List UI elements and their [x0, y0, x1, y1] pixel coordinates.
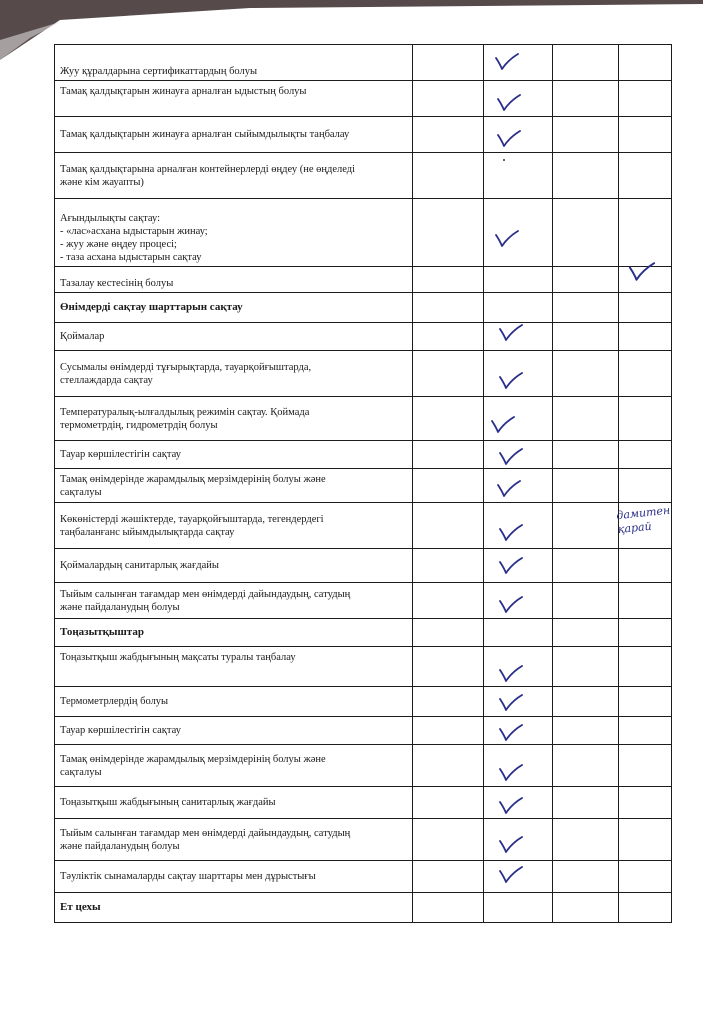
- mark-cell[interactable]: [413, 819, 484, 861]
- requirement-line: Жуу құралдарына сертификаттардың болуы: [60, 66, 258, 77]
- requirement-text: [55, 117, 413, 153]
- mark-cell[interactable]: [619, 819, 672, 861]
- checklist-row: [55, 687, 672, 717]
- requirement-text: [55, 351, 413, 397]
- mark-cell[interactable]: [619, 549, 672, 583]
- check-mark-stroke: [498, 131, 520, 146]
- mark-cell[interactable]: [553, 323, 619, 351]
- mark-cell[interactable]: [484, 199, 553, 267]
- requirement-text: [55, 267, 413, 293]
- checklist-row: [55, 199, 672, 267]
- check-mark-stroke: [496, 54, 518, 69]
- requirement-line: - «лас»асхана ыдыстарын жинау;: [60, 226, 208, 237]
- mark-cell[interactable]: [553, 503, 619, 549]
- mark-cell[interactable]: [484, 267, 553, 293]
- check-mark-icon: [498, 556, 524, 576]
- requirement-text: [55, 717, 413, 745]
- requirement-line: Тамақ қалдықтарына арналған контейнерлерді өңдеу (не өңделеді: [60, 163, 356, 175]
- section-title: [55, 893, 413, 923]
- mark-cell[interactable]: [484, 819, 553, 861]
- check-mark-icon: [498, 523, 524, 543]
- requirement-line: Тәуліктік сынамаларды сақтау шарттары мен дұрыстығы: [60, 871, 316, 882]
- requirement-line: Тамақ қалдықтарын жинауға арналған ыдыстың болуы: [60, 86, 307, 97]
- check-mark-icon: [494, 229, 520, 249]
- check-mark-stroke: [492, 417, 514, 432]
- check-mark-icon: [498, 371, 524, 391]
- mark-cell[interactable]: [484, 441, 553, 469]
- check-mark-stroke: [500, 837, 522, 852]
- mark-cell[interactable]: [619, 583, 672, 619]
- requirement-text: [55, 397, 413, 441]
- mark-cell[interactable]: [553, 199, 619, 267]
- check-mark-stroke: [500, 597, 522, 612]
- requirement-line: Көкөністерді жәшіктерде, тауарқойғыштарда, тегендердегі: [60, 513, 324, 525]
- section-title: [55, 619, 413, 647]
- checklist-row: [55, 469, 672, 503]
- checklist-row: [55, 45, 672, 81]
- mark-cell[interactable]: [619, 323, 672, 351]
- requirement-text: [55, 323, 413, 351]
- requirement-line: Термометрлердің болуы: [60, 696, 169, 707]
- mark-cell[interactable]: [484, 861, 553, 893]
- mark-cell[interactable]: [484, 81, 553, 117]
- mark-cell[interactable]: [413, 81, 484, 117]
- checklist-row: [55, 583, 672, 619]
- mark-cell[interactable]: [619, 745, 672, 787]
- requirement-text: [55, 549, 413, 583]
- check-mark-stroke: [500, 525, 522, 540]
- requirement-line: - жуу және өңдеу процесі;: [60, 239, 177, 250]
- check-mark-stroke: [498, 95, 520, 110]
- mark-cell[interactable]: [553, 647, 619, 687]
- section-title: [55, 293, 413, 323]
- check-mark-stroke: [500, 373, 522, 388]
- requirement-line: және кім жауапты): [60, 176, 144, 188]
- check-mark-icon: [498, 693, 524, 713]
- check-mark-icon: [498, 323, 524, 343]
- mark-cell[interactable]: [553, 117, 619, 153]
- mark-cell[interactable]: [553, 717, 619, 745]
- requirement-line: Тауар көршілестігін сақтау: [60, 725, 181, 736]
- check-mark-stroke: [500, 325, 522, 340]
- checklist-row: [55, 745, 672, 787]
- mark-cell[interactable]: [413, 267, 484, 293]
- checklist-row: [55, 503, 672, 549]
- checklist-row: [55, 549, 672, 583]
- requirement-text: [55, 647, 413, 687]
- mark-cell[interactable]: [413, 293, 484, 323]
- mark-cell[interactable]: [484, 583, 553, 619]
- mark-cell[interactable]: [484, 503, 553, 549]
- mark-cell[interactable]: [619, 787, 672, 819]
- check-mark-icon: [496, 93, 522, 113]
- section-header-row: [55, 293, 672, 323]
- requirement-line: Тауар көршілестігін сақтау: [60, 449, 181, 460]
- requirement-line: Ағындылықты сақтау:: [60, 213, 161, 224]
- mark-cell[interactable]: [553, 787, 619, 819]
- requirement-text: [55, 469, 413, 503]
- mark-cell[interactable]: [413, 583, 484, 619]
- requirement-line: және пайдаланудың болуы: [60, 601, 180, 613]
- requirement-line: Тоңазытқыш жабдығының мақсаты туралы таңбалау: [60, 652, 296, 663]
- mark-cell[interactable]: [619, 293, 672, 323]
- mark-cell[interactable]: [553, 687, 619, 717]
- checklist-row: [55, 323, 672, 351]
- mark-cell[interactable]: [484, 549, 553, 583]
- mark-cell[interactable]: [484, 647, 553, 687]
- mark-cell[interactable]: [553, 81, 619, 117]
- mark-cell[interactable]: [413, 619, 484, 647]
- checklist-row: [55, 787, 672, 819]
- check-mark-icon: [496, 479, 522, 499]
- mark-cell[interactable]: [553, 153, 619, 199]
- inspection-checklist-table: [54, 44, 672, 923]
- mark-cell[interactable]: [553, 397, 619, 441]
- checklist-row: [55, 819, 672, 861]
- requirement-text: [55, 861, 413, 893]
- mark-cell[interactable]: [553, 619, 619, 647]
- mark-cell[interactable]: [619, 893, 672, 923]
- check-mark-stroke: [500, 798, 522, 813]
- requirement-text: [55, 45, 413, 81]
- mark-cell[interactable]: [413, 153, 484, 199]
- mark-cell[interactable]: [619, 267, 672, 293]
- requirement-line: Тоңазытқыш жабдығының санитарлық жағдайы: [60, 797, 276, 808]
- requirement-line: Тазалау кестесінің болуы: [60, 278, 174, 289]
- requirement-line: Өнімдерді сақтау шарттарын сақтау: [60, 301, 243, 313]
- requirement-line: Тамақ өнімдерінде жарамдылық мерзімдерінің болуы және: [60, 753, 326, 765]
- mark-cell[interactable]: [553, 469, 619, 503]
- check-mark-icon: [498, 763, 524, 783]
- requirement-text: [55, 687, 413, 717]
- mark-cell[interactable]: [413, 647, 484, 687]
- mark-cell[interactable]: [553, 45, 619, 81]
- checklist-row: [55, 441, 672, 469]
- mark-cell[interactable]: [484, 351, 553, 397]
- requirement-line: Тамақ өнімдерінде жарамдылық мерзімдерінің болуы және: [60, 473, 326, 485]
- mark-cell[interactable]: [619, 117, 672, 153]
- mark-cell[interactable]: [619, 647, 672, 687]
- requirement-line: және пайдаланудың болуы: [60, 840, 180, 852]
- requirement-text: [55, 503, 413, 549]
- requirement-line: стеллаждарда сақтау: [60, 374, 153, 386]
- requirement-line: Температуралық-ылғалдылық режимін сақтау. Қоймада: [60, 406, 310, 418]
- checklist-row: [55, 153, 672, 199]
- check-mark-stroke: [500, 666, 522, 681]
- mark-cell[interactable]: [413, 687, 484, 717]
- mark-cell[interactable]: [619, 81, 672, 117]
- requirement-text: [55, 81, 413, 117]
- mark-cell[interactable]: [484, 469, 553, 503]
- mark-cell[interactable]: [413, 893, 484, 923]
- handwritten-note-line: қарай: [617, 519, 653, 537]
- check-mark-icon: [490, 415, 516, 435]
- mark-cell[interactable]: [413, 117, 484, 153]
- mark-cell[interactable]: [553, 441, 619, 469]
- mark-cell[interactable]: [484, 45, 553, 81]
- requirement-line: Қоймалардың санитарлық жағдайы: [60, 560, 219, 571]
- section-header-row: [55, 893, 672, 923]
- mark-cell[interactable]: [413, 469, 484, 503]
- mark-cell[interactable]: [619, 45, 672, 81]
- requirement-line: - таза асхана ыдыстарын сақтау: [60, 252, 202, 263]
- mark-cell[interactable]: [413, 45, 484, 81]
- requirement-text: [55, 787, 413, 819]
- mark-cell[interactable]: [484, 745, 553, 787]
- mark-cell[interactable]: [619, 469, 672, 503]
- requirement-line: Тыйым салынған тағамдар мен өнімдерді дайындаудың, сатудың: [60, 827, 351, 839]
- mark-cell[interactable]: [619, 717, 672, 745]
- requirement-line: Тыйым салынған тағамдар мен өнімдерді дайындаудың, сатудың: [60, 588, 351, 600]
- mark-cell[interactable]: [484, 293, 553, 323]
- mark-cell[interactable]: [413, 503, 484, 549]
- mark-cell[interactable]: [619, 441, 672, 469]
- mark-cell[interactable]: [553, 819, 619, 861]
- mark-cell[interactable]: [553, 351, 619, 397]
- mark-cell[interactable]: [484, 893, 553, 923]
- mark-cell[interactable]: [553, 893, 619, 923]
- requirement-text: [55, 819, 413, 861]
- mark-cell[interactable]: [484, 619, 553, 647]
- mark-cell[interactable]: [413, 745, 484, 787]
- check-mark-icon: [498, 865, 524, 885]
- check-mark-icon: [627, 261, 657, 283]
- mark-cell[interactable]: [619, 199, 672, 267]
- mark-cell[interactable]: [484, 117, 553, 153]
- checklist-row: [55, 117, 672, 153]
- requirement-line: Тамақ қалдықтарын жинауға арналған сыйымдылықты таңбалау: [60, 129, 350, 140]
- requirement-text: [55, 153, 413, 199]
- check-mark-stroke: [500, 867, 522, 882]
- mark-cell[interactable]: [619, 687, 672, 717]
- mark-cell[interactable]: [553, 293, 619, 323]
- check-mark-icon: [498, 595, 524, 615]
- requirement-text: [55, 583, 413, 619]
- checklist-row: [55, 397, 672, 441]
- requirement-text: [55, 441, 413, 469]
- check-mark-icon: [496, 129, 522, 149]
- mark-cell[interactable]: [484, 323, 553, 351]
- requirement-text: [55, 199, 413, 267]
- check-mark-icon: [498, 796, 524, 816]
- mark-cell[interactable]: [484, 397, 553, 441]
- mark-cell[interactable]: [484, 687, 553, 717]
- check-mark-stroke: [500, 695, 522, 710]
- check-mark-icon: [494, 52, 520, 72]
- mark-cell[interactable]: [553, 267, 619, 293]
- mark-cell[interactable]: [413, 441, 484, 469]
- check-mark-icon: [498, 835, 524, 855]
- checklist-row: [55, 717, 672, 745]
- checklist-row: [55, 81, 672, 117]
- check-mark-stroke: [500, 725, 522, 740]
- check-mark-icon: [498, 723, 524, 743]
- check-mark-stroke: [630, 263, 654, 280]
- requirement-line: сақталуы: [60, 766, 102, 778]
- check-mark-icon: [498, 664, 524, 684]
- checklist-row: [55, 647, 672, 687]
- checklist-row: [55, 861, 672, 893]
- requirement-line: Ет цехы: [60, 901, 101, 913]
- mark-cell[interactable]: [484, 717, 553, 745]
- section-header-row: [55, 619, 672, 647]
- check-mark-stroke: [500, 449, 522, 464]
- check-mark-stroke: [498, 481, 520, 496]
- mark-cell[interactable]: [553, 745, 619, 787]
- mark-cell[interactable]: [619, 153, 672, 199]
- mark-cell[interactable]: [619, 351, 672, 397]
- mark-cell[interactable]: [553, 549, 619, 583]
- check-mark-stroke: [500, 765, 522, 780]
- mark-cell[interactable]: [413, 787, 484, 819]
- mark-cell[interactable]: [619, 397, 672, 441]
- mark-cell[interactable]: [413, 549, 484, 583]
- mark-cell[interactable]: [413, 717, 484, 745]
- mark-cell[interactable]: [619, 861, 672, 893]
- requirement-line: сақталуы: [60, 486, 102, 498]
- requirement-line: Қоймалар: [60, 331, 105, 342]
- mark-cell[interactable]: [413, 351, 484, 397]
- requirement-text: [55, 745, 413, 787]
- mark-cell[interactable]: [484, 153, 553, 199]
- requirement-line: Тоңазытқыштар: [60, 626, 144, 638]
- requirement-line: Сусымалы өнімдерді тұғырықтарда, тауарқойғыштарда,: [60, 361, 312, 373]
- mark-cell[interactable]: [484, 787, 553, 819]
- mark-cell[interactable]: [553, 861, 619, 893]
- requirement-line: термометрдің, гидрометрдің болуы: [60, 419, 218, 431]
- checklist-row: [55, 351, 672, 397]
- handwritten-note-line: дамитен: [615, 503, 671, 523]
- mark-cell[interactable]: [413, 323, 484, 351]
- mark-cell[interactable]: [413, 861, 484, 893]
- check-mark-stroke: [496, 231, 518, 246]
- check-mark-stroke: [500, 558, 522, 573]
- requirement-line: таңбаланғанс ыйымдылықтарда сақтау: [60, 526, 235, 538]
- mark-cell[interactable]: [413, 397, 484, 441]
- mark-cell[interactable]: [413, 199, 484, 267]
- checklist-row: [55, 267, 672, 293]
- check-mark-icon: [498, 447, 524, 467]
- mark-cell[interactable]: [553, 583, 619, 619]
- mark-cell[interactable]: [619, 619, 672, 647]
- ink-dot: [503, 159, 505, 161]
